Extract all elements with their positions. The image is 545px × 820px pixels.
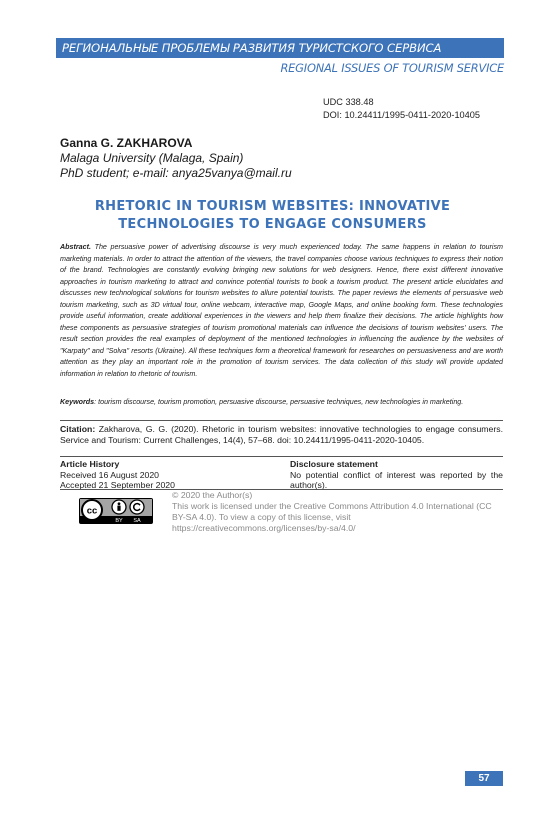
author-block xyxy=(60,136,292,181)
license-text: This work is licensed under the Creative Commons Attribution 4.0 International (CC BY-SA 4.0). To view a copy of this license, visit https://creativecommons.org/licenses/by-sa/4.0/ xyxy=(172,501,492,533)
citation xyxy=(60,424,503,445)
author-position: PhD student; e-mail: anya25vanya@mail.ru xyxy=(60,166,292,180)
svg-text:cc: cc xyxy=(86,505,98,517)
citation-text: Zakharova, G. G. (2020). Rhetoric in tourism websites: innovative technologies to engage consumers. Service and Tourism: Current Challenges, 14(4), 57–68. doi: 10.24411/1995-0411-2020-10405. xyxy=(60,424,503,445)
keywords xyxy=(60,397,503,408)
journal-section-banner xyxy=(56,38,504,58)
cc-by-sa-badge-icon xyxy=(79,498,153,524)
divider-citation xyxy=(60,456,503,457)
author-affiliation: Malaga University (Malaga, Spain) xyxy=(60,151,244,165)
disclosure-statement xyxy=(290,459,503,491)
cc-badge-by-label: BY xyxy=(115,517,123,524)
udc-code: UDC 338.48 xyxy=(323,97,374,107)
copyright-line: © 2020 the Author(s) xyxy=(172,490,253,500)
article-identifiers xyxy=(323,96,480,122)
doi: DOI: 10.24411/1995-0411-2020-10405 xyxy=(323,110,480,120)
article-received: Received 16 August 2020 xyxy=(60,469,160,480)
article-accepted: Accepted 21 September 2020 xyxy=(60,480,175,490)
article-title-line-2: TECHNOLOGIES TO ENGAGE CONSUMERS xyxy=(118,217,427,232)
article-history-label: Article History xyxy=(60,459,120,469)
abstract-label: Abstract. xyxy=(60,243,91,251)
disclosure-text: No potential conflict of interest was reported by the author(s). xyxy=(290,469,503,490)
abstract-text: The persuasive power of advertising discourse is very much experienced today. The same happens in relation to tourism marketing materials. In order to attract the attention of the viewers, the travel companies choose various techniques to express their notion of the brand. Technologies are constantly evolving bringing new solutions for web designers. Hence, there exist different innovative approaches in tourism marketing to attract and convince potential tourists to book a tourism product. The present article elucidates and discusses new technological solutions for tourism websites to allure potential tourists. The paper reviews the elements of persuasive web tourism marketing, such as 3D virtual tour, online webcam, interactive map, Google Maps, and online booking form. These technologies provide useful information, create additional experiences in the viewers and help them finalize their decisions. The article highlights how these components as persuasive strategies of tourism promotional materials can influence the decisions of tourism websites' users. The result section provides the real examples of deployment of the mentioned technologies in influencing the audience by the websites of "Karpaty" and "Solva" resorts (Ukraine). All these techniques form a theoretical framework for researches on persuasiveness and are worth attention as they play an important role in the promotion of tourism services. The data collection of this study will provide updated information in relation to rhetoric of tourism. xyxy=(60,243,504,379)
article-title xyxy=(60,198,485,234)
article-history xyxy=(60,459,270,491)
keywords-label: Keywords xyxy=(60,398,95,406)
page-number: 57 xyxy=(465,771,503,786)
journal-section-en: REGIONAL ISSUES OF TOURISM SERVICE xyxy=(280,61,504,75)
license-block xyxy=(172,490,504,534)
article-title-line-1: RHETORIC IN TOURISM WEBSITES: INNOVATIVE xyxy=(94,199,451,214)
abstract xyxy=(60,242,503,381)
journal-section-ru: РЕГИОНАЛЬНЫЕ ПРОБЛЕМЫ РАЗВИТИЯ ТУРИСТСКОГО СЕРВИСА xyxy=(62,41,442,55)
divider-top xyxy=(60,420,503,421)
cc-badge-sa-label: SA xyxy=(133,517,141,524)
author-name: Ganna G. ZAKHAROVA xyxy=(60,136,193,150)
keywords-text: : tourism discourse, tourism promotion, persuasive discourse, persuasive techniques, new technologies in marketing. xyxy=(94,398,464,406)
disclosure-label: Disclosure statement xyxy=(290,459,378,469)
citation-label: Citation: xyxy=(60,424,96,434)
